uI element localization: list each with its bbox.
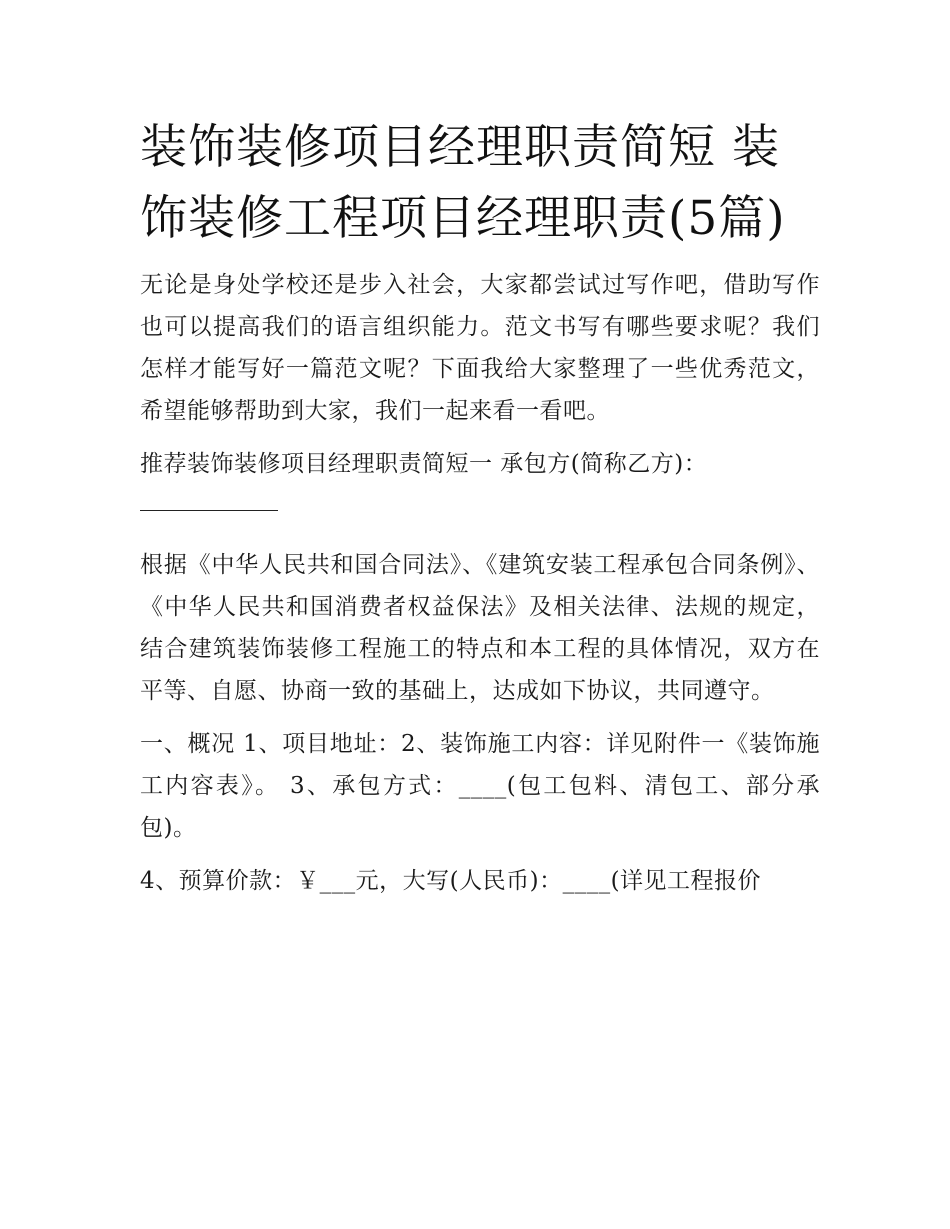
basis-paragraph: 根据《中华人民共和国合同法》、《建筑安装工程承包合同条例》、《中华人民共和国消费者权益保法》及相关法律、法规的规定，结合建筑装饰装修工程施工的特点和本工程的具体情况，双方在平等、自愿、协商一致的基础上，达成如下协议，共同遵守。 <box>140 552 820 704</box>
document-title: 装饰装修项目经理职责简短 装饰装修工程项目经理职责(5篇) <box>140 120 786 246</box>
recommend-heading: 推荐装饰装修项目经理职责简短一 承包方(简称乙方)： <box>140 451 708 477</box>
signature-blank-line <box>140 510 278 511</box>
intro-paragraph: 无论是身处学校还是步入社会，大家都尝试过写作吧，借助写作也可以提高我们的语言组织能力。范文书写有哪些要求呢？我们怎样才能写好一篇范文呢？下面我给大家整理了一些优秀范文，希望能够帮助到大家，我们一起来看一看吧。 <box>140 272 820 424</box>
budget-paragraph: 4、预算价款：￥___元，大写(人民币)：____(详见工程报价 <box>140 868 762 894</box>
document-page <box>140 112 820 913</box>
section-one-paragraph: 一、概况 1、项目地址：2、装饰施工内容：详见附件一《装饰施工内容表》。 3、承包方式：____(包工包料、清包工、部分承包)。 <box>140 731 820 841</box>
